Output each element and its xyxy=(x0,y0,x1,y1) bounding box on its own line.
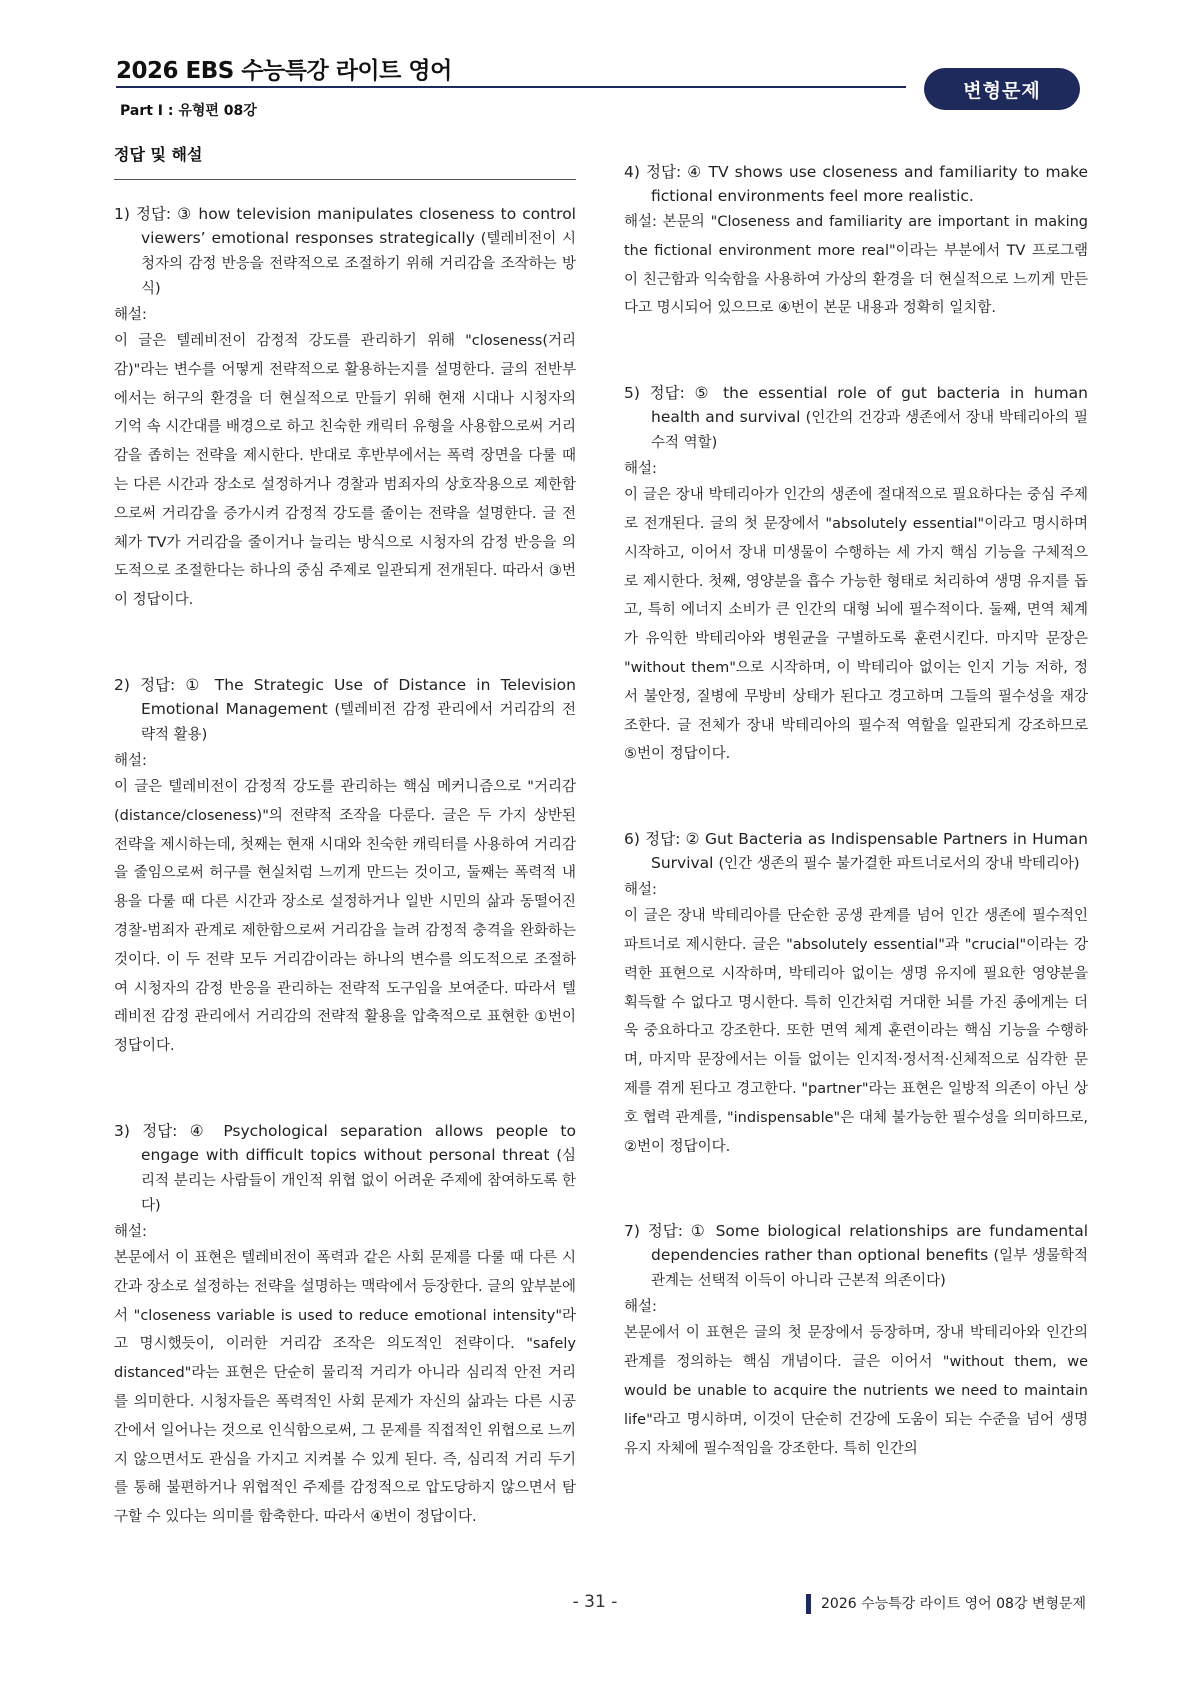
answer-item-6 xyxy=(624,827,1088,1161)
answer-translation: (심리적 분리는 사람들이 개인적 위협 없이 어려운 주제에 참여하도록 한다) xyxy=(141,1147,576,1214)
answer-text: 6) 정답: ② Gut Bacteria as Indispensable Partners in Human Survival xyxy=(624,830,1088,873)
answer-translation: (인간의 건강과 생존에서 장내 박테리아의 필수적 역할) xyxy=(651,410,1088,452)
answer-translation: (일부 생물학적 관계는 선택적 이득이 아니라 근본적 의존이다) xyxy=(651,1248,1088,1290)
variant-badge: 변형문제 xyxy=(924,68,1080,110)
explanation-label: 해설: xyxy=(624,882,657,899)
header-divider xyxy=(116,86,906,88)
page-number: - 31 - xyxy=(572,1592,618,1612)
answer-item-4 xyxy=(624,160,1088,323)
answer-item-5 xyxy=(624,381,1088,769)
answer-translation: (텔레비전 감정 관리에서 거리감의 전략적 활용) xyxy=(141,701,576,743)
explanation-body: 본문의 "Closeness and familiarity are important in making the fictional environment more real"이라는 부분에서 TV 프로그램이 친근함과 익숙함을 사용하여 가상의 환경을 더 현실적으로 느끼게 만든다고 명시되어 있으므로 ④번이 본문 내용과 정확히 일치함. xyxy=(624,214,1089,317)
explanation-label: 해설: xyxy=(624,461,657,478)
explanation-label: 해설: xyxy=(624,1299,657,1316)
explanation-label: 해설: xyxy=(114,752,147,769)
answer-text: 4) 정답: ④ TV shows use closeness and familiarity to make fictional environments feel more realistic. xyxy=(624,163,1088,205)
explanation-text: 본문에서 이 표현은 글의 첫 문장에서 등장하며, 장내 박테리아와 인간의 관계를 정의하는 핵심 개념이다. 글은 이어서 "without them, we would be unable to acquire the nutrients we need to maintain life"라고 명시하며, 이것이 단순히 건강에 도움이 되는 수준을 넘어 생명 유지 자체에 필수적임을 강조한다. 특히 인간의 xyxy=(624,1325,1088,1457)
answer-text: 7) 정답: ① Some biological relationships are fundamental dependencies rather than optional benefits xyxy=(624,1222,1088,1265)
explanation-text: 이 글은 텔레비전이 감정적 강도를 관리하는 핵심 메커니즘으로 "거리감(distance/closeness)"의 전략적 조작을 다룬다. 글은 두 가지 상반된 전략을 제시하는데, 첫째는 현재 시대와 친숙한 캐릭터를 사용하여 거리감을 줄임으로써 허구를 현실처럼 느끼게 만드는 것이고, 둘째는 폭력적 내용을 다룰 때 다른 시간과 장소로 설정하거나 일반 시민의 삶과 동떨어진 경찰-범죄자 관계로 제한함으로써 거리감을 늘려 감정적 충격을 완화하는 것이다. 이 두 전략 모두 거리감이라는 하나의 변수를 의도적으로 조절하여 시청자의 감정 반응을 관리하는 전략적 도구임을 보여준다. 따라서 텔레비전 감정 관리에서 거리감의 전략적 활용을 압축적으로 표현한 ①번이 정답이다. xyxy=(114,778,576,1055)
explanation-label: 해설: xyxy=(624,214,657,230)
answer-line xyxy=(624,381,1088,455)
section-title: 정답 및 해설 xyxy=(114,145,203,164)
answer-line xyxy=(624,160,1088,208)
explanation-text: 이 글은 텔레비전이 감정적 강도를 관리하기 위해 "closeness(거리감)"라는 변수를 어떻게 전략적으로 활용하는지를 설명한다. 글의 전반부에서는 허구의 환경을 더 현실적으로 만들기 위해 현재 시대나 시청자의 기억 속 시간대를 배경으로 하고 친숙한 캐릭터 유형을 사용함으로써 거리감을 좁히는 전략을 제시한다. 반대로 후반부에서는 폭력 장면을 다룰 때는 다른 시간과 장소로 설정하거나 경찰과 범죄자의 상호작용으로 제한함으로써 거리감을 증가시켜 감정적 강도를 줄이는 전략을 설명한다. 글 전체가 TV가 거리감을 줄이거나 늘리는 방식으로 시청자의 감정 반응을 의도적으로 조절한다는 하나의 중심 주제로 일관되게 전개된다. 따라서 ③번이 정답이다. xyxy=(114,333,576,609)
answer-translation: (텔레비전이 시청자의 감정 반응을 전략적으로 조절하기 위해 거리감을 조작하는 방식) xyxy=(141,231,576,297)
left-column xyxy=(114,138,576,1590)
right-column xyxy=(624,160,1088,1521)
answer-item-3 xyxy=(114,1119,576,1532)
part-label: Part Ⅰ : 유형편 08강 xyxy=(120,103,257,119)
explanation-label: 해설: xyxy=(114,307,147,323)
answer-text: 1) 정답: ③ how television manipulates closeness to control viewers’ emotional responses strategically xyxy=(114,205,576,247)
footer-title: 2026 수능특강 라이트 영어 08강 변형문제 xyxy=(806,1594,1086,1614)
answer-line xyxy=(114,1119,576,1218)
document-title: 2026 EBS 수능특강 라이트 영어 xyxy=(116,58,452,84)
answer-line xyxy=(114,673,576,747)
answer-text: 5) 정답: ⑤ the essential role of gut bacteria in human health and survival xyxy=(624,384,1088,427)
answer-text: 3) 정답: ④ Psychological separation allows people to engage with difficult topics without personal threat xyxy=(114,1121,576,1164)
answer-item-1 xyxy=(114,202,576,615)
answer-item-2 xyxy=(114,673,576,1061)
answer-translation: (인간 생존의 필수 불가결한 파트너로서의 장내 박테리아) xyxy=(718,856,1080,873)
explanation-text: 이 글은 장내 박테리아를 단순한 공생 관계를 넘어 인간 생존에 필수적인 파트너로 제시한다. 글은 "absolutely essential"과 "crucial"이라는 강력한 표현으로 시작하며, 박테리아 없이는 생명 유지에 필요한 영양분을 획득할 수 없다고 명시한다. 특히 인간처럼 거대한 뇌를 가진 종에게는 더욱 중요하다고 강조한다. 또한 면역 체계 훈련이라는 핵심 기능을 수행하며, 마지막 문장에서는 이들 없이는 인지적·정서적·신체적으로 심각한 문제를 겪게 된다고 경고한다. "partner"라는 표현은 일방적 의존이 아닌 상호 협력 관계를, "indispensable"은 대체 불가능한 필수성을 의미하므로, ②번이 정답이다. xyxy=(624,908,1088,1155)
answer-item-7 xyxy=(624,1219,1088,1463)
explanation-text xyxy=(624,208,1088,323)
answer-line xyxy=(114,202,576,301)
answer-line xyxy=(624,1219,1088,1293)
explanation-text: 이 글은 장내 박테리아가 인간의 생존에 절대적으로 필요하다는 중심 주제로 전개된다. 글의 첫 문장에서 "absolutely essential"이라고 명시하며 시작하고, 이어서 장내 미생물이 수행하는 세 가지 핵심 기능을 구체적으로 제시한다. 첫째, 영양분을 흡수 가능한 형태로 처리하여 생명 유지를 돕고, 특히 에너지 소비가 큰 인간의 대형 뇌에 필수적이다. 둘째, 면역 체계가 유익한 박테리아와 병원균을 구별하도록 훈련시킨다. 마지막 문장은 "without them"으로 시작하며, 이 박테리아 없이는 인지 기능 저하, 정서 불안정, 질병에 무방비 상태가 된다고 경고하며 그들의 필수성을 재강조한다. 글 전체가 장내 박테리아의 필수적 역할을 일관되게 강조하므로 ⑤번이 정답이다. xyxy=(624,487,1088,763)
explanation-text: 본문에서 이 표현은 텔레비전이 폭력과 같은 사회 문제를 다룰 때 다른 시간과 장소로 설정하는 전략을 설명하는 맥락에서 등장한다. 글의 앞부분에서 "closeness variable is used to reduce emotional intensity"라고 명시했듯이, 이러한 거리감 조작은 의도적인 전략이다. "safely distanced"라는 표현은 단순히 물리적 거리가 아니라 심리적 안전 거리를 의미한다. 시청자들은 폭력적인 사회 문제가 자신의 삶과는 다른 시공간에서 일어나는 것으로 인식함으로써, 그 문제를 직접적인 위협으로 느끼지 않으면서도 관심을 가지고 지켜볼 수 있게 된다. 즉, 심리적 거리 두기를 통해 불편하거나 위협적인 주제를 감정적으로 압도당하지 않으면서 탐구할 수 있다는 의미를 함축한다. 따라서 ④번이 정답이다. xyxy=(114,1249,576,1526)
answer-text: 2) 정답: ① The Strategic Use of Distance in Television Emotional Management xyxy=(114,675,576,718)
explanation-label: 해설: xyxy=(114,1223,147,1240)
answer-line xyxy=(624,827,1088,876)
section-divider xyxy=(114,179,576,180)
